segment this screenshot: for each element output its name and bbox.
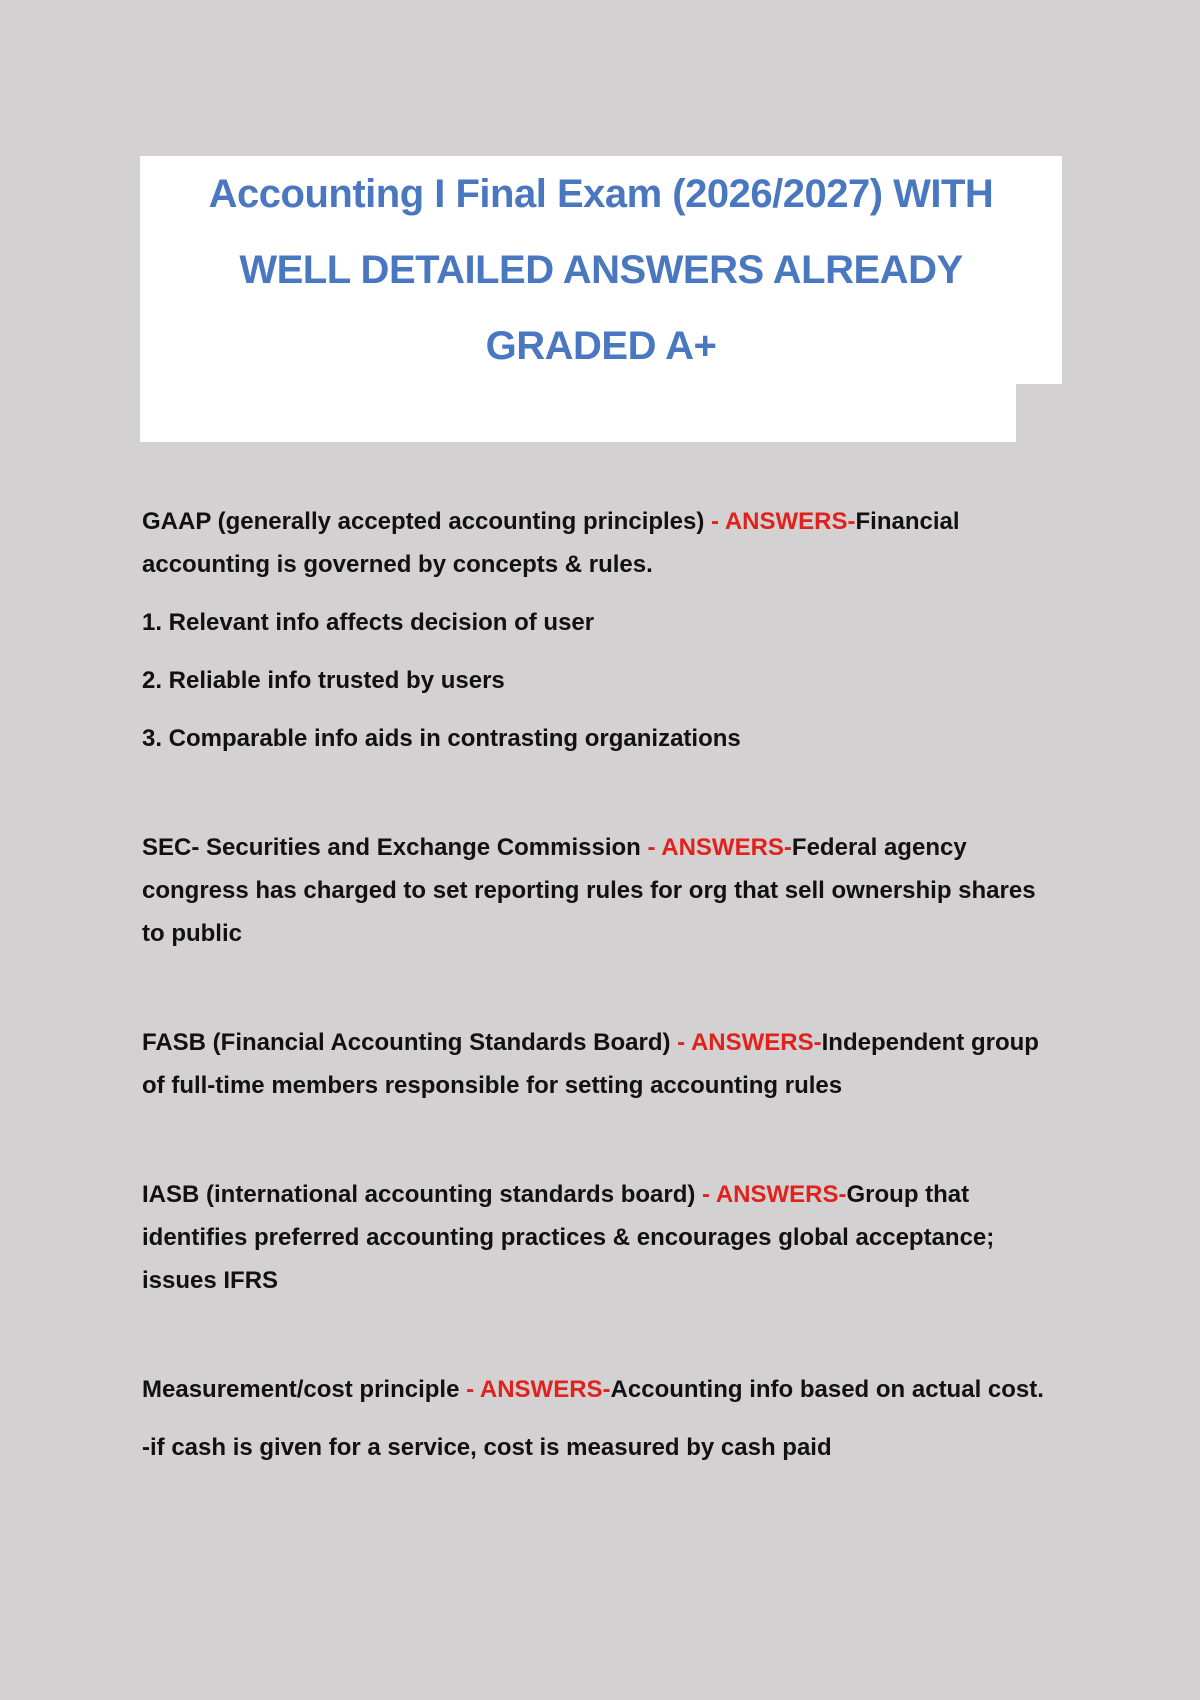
entry-detail: 1. Relevant info affects decision of user — [142, 609, 595, 636]
entry-term: SEC- Securities and Exchange Commission — [142, 834, 641, 861]
entry-answer: Independent group of full-time members responsible for setting accounting rules — [142, 1029, 1039, 1099]
flashcard-list — [142, 500, 1062, 1469]
entry-term: IASB (international accounting standards board) — [142, 1181, 696, 1208]
entry-detail: 3. Comparable info aids in contrasting organizations — [142, 725, 741, 752]
entry-detail: 2. Reliable info trusted by users — [142, 667, 505, 694]
document-title — [140, 156, 1062, 384]
answers-marker: - ANSWERS- — [459, 1376, 611, 1403]
entry-answer: Federal agency congress has charged to set reporting rules for org that sell ownership shares to public — [142, 834, 1036, 947]
entry-detail: -if cash is given for a service, cost is measured by cash paid — [142, 1434, 832, 1461]
flashcard-entry-iasb — [142, 1173, 1062, 1302]
answers-marker: - ANSWERS- — [670, 1029, 822, 1056]
answers-marker: - ANSWERS- — [695, 1181, 847, 1208]
flashcard-entry-sec — [142, 826, 1062, 955]
entry-answer: Financial accounting is governed by concepts & rules. — [142, 508, 960, 578]
title-line-1: Accounting I Final Exam (2026/2027) WITH — [208, 172, 994, 216]
entry-definition — [142, 500, 1062, 586]
entry-definition — [142, 1368, 1062, 1411]
title-line-3: GRADED A+ — [485, 324, 717, 368]
entry-answer: Accounting info based on actual cost. — [610, 1376, 1044, 1403]
answers-marker: - ANSWERS- — [704, 508, 856, 535]
flashcard-entry-gaap — [142, 500, 1062, 760]
entry-definition — [142, 1021, 1062, 1107]
entry-definition — [142, 1173, 1062, 1302]
answers-marker: - ANSWERS- — [640, 834, 792, 861]
entry-term: FASB (Financial Accounting Standards Board) — [142, 1029, 671, 1056]
title-background-lower — [140, 384, 1016, 442]
entry-term: Measurement/cost principle — [142, 1376, 460, 1403]
entry-term: GAAP (generally accepted accounting principles) — [142, 508, 705, 535]
title-line-2: WELL DETAILED ANSWERS ALREADY — [239, 248, 963, 292]
title-banner — [140, 156, 1062, 442]
flashcard-entry-fasb — [142, 1021, 1062, 1107]
entry-definition — [142, 826, 1062, 955]
flashcard-entry-measurement — [142, 1368, 1062, 1469]
entry-answer: Group that identifies preferred accounting practices & encourages global acceptance; issues IFRS — [142, 1181, 995, 1294]
